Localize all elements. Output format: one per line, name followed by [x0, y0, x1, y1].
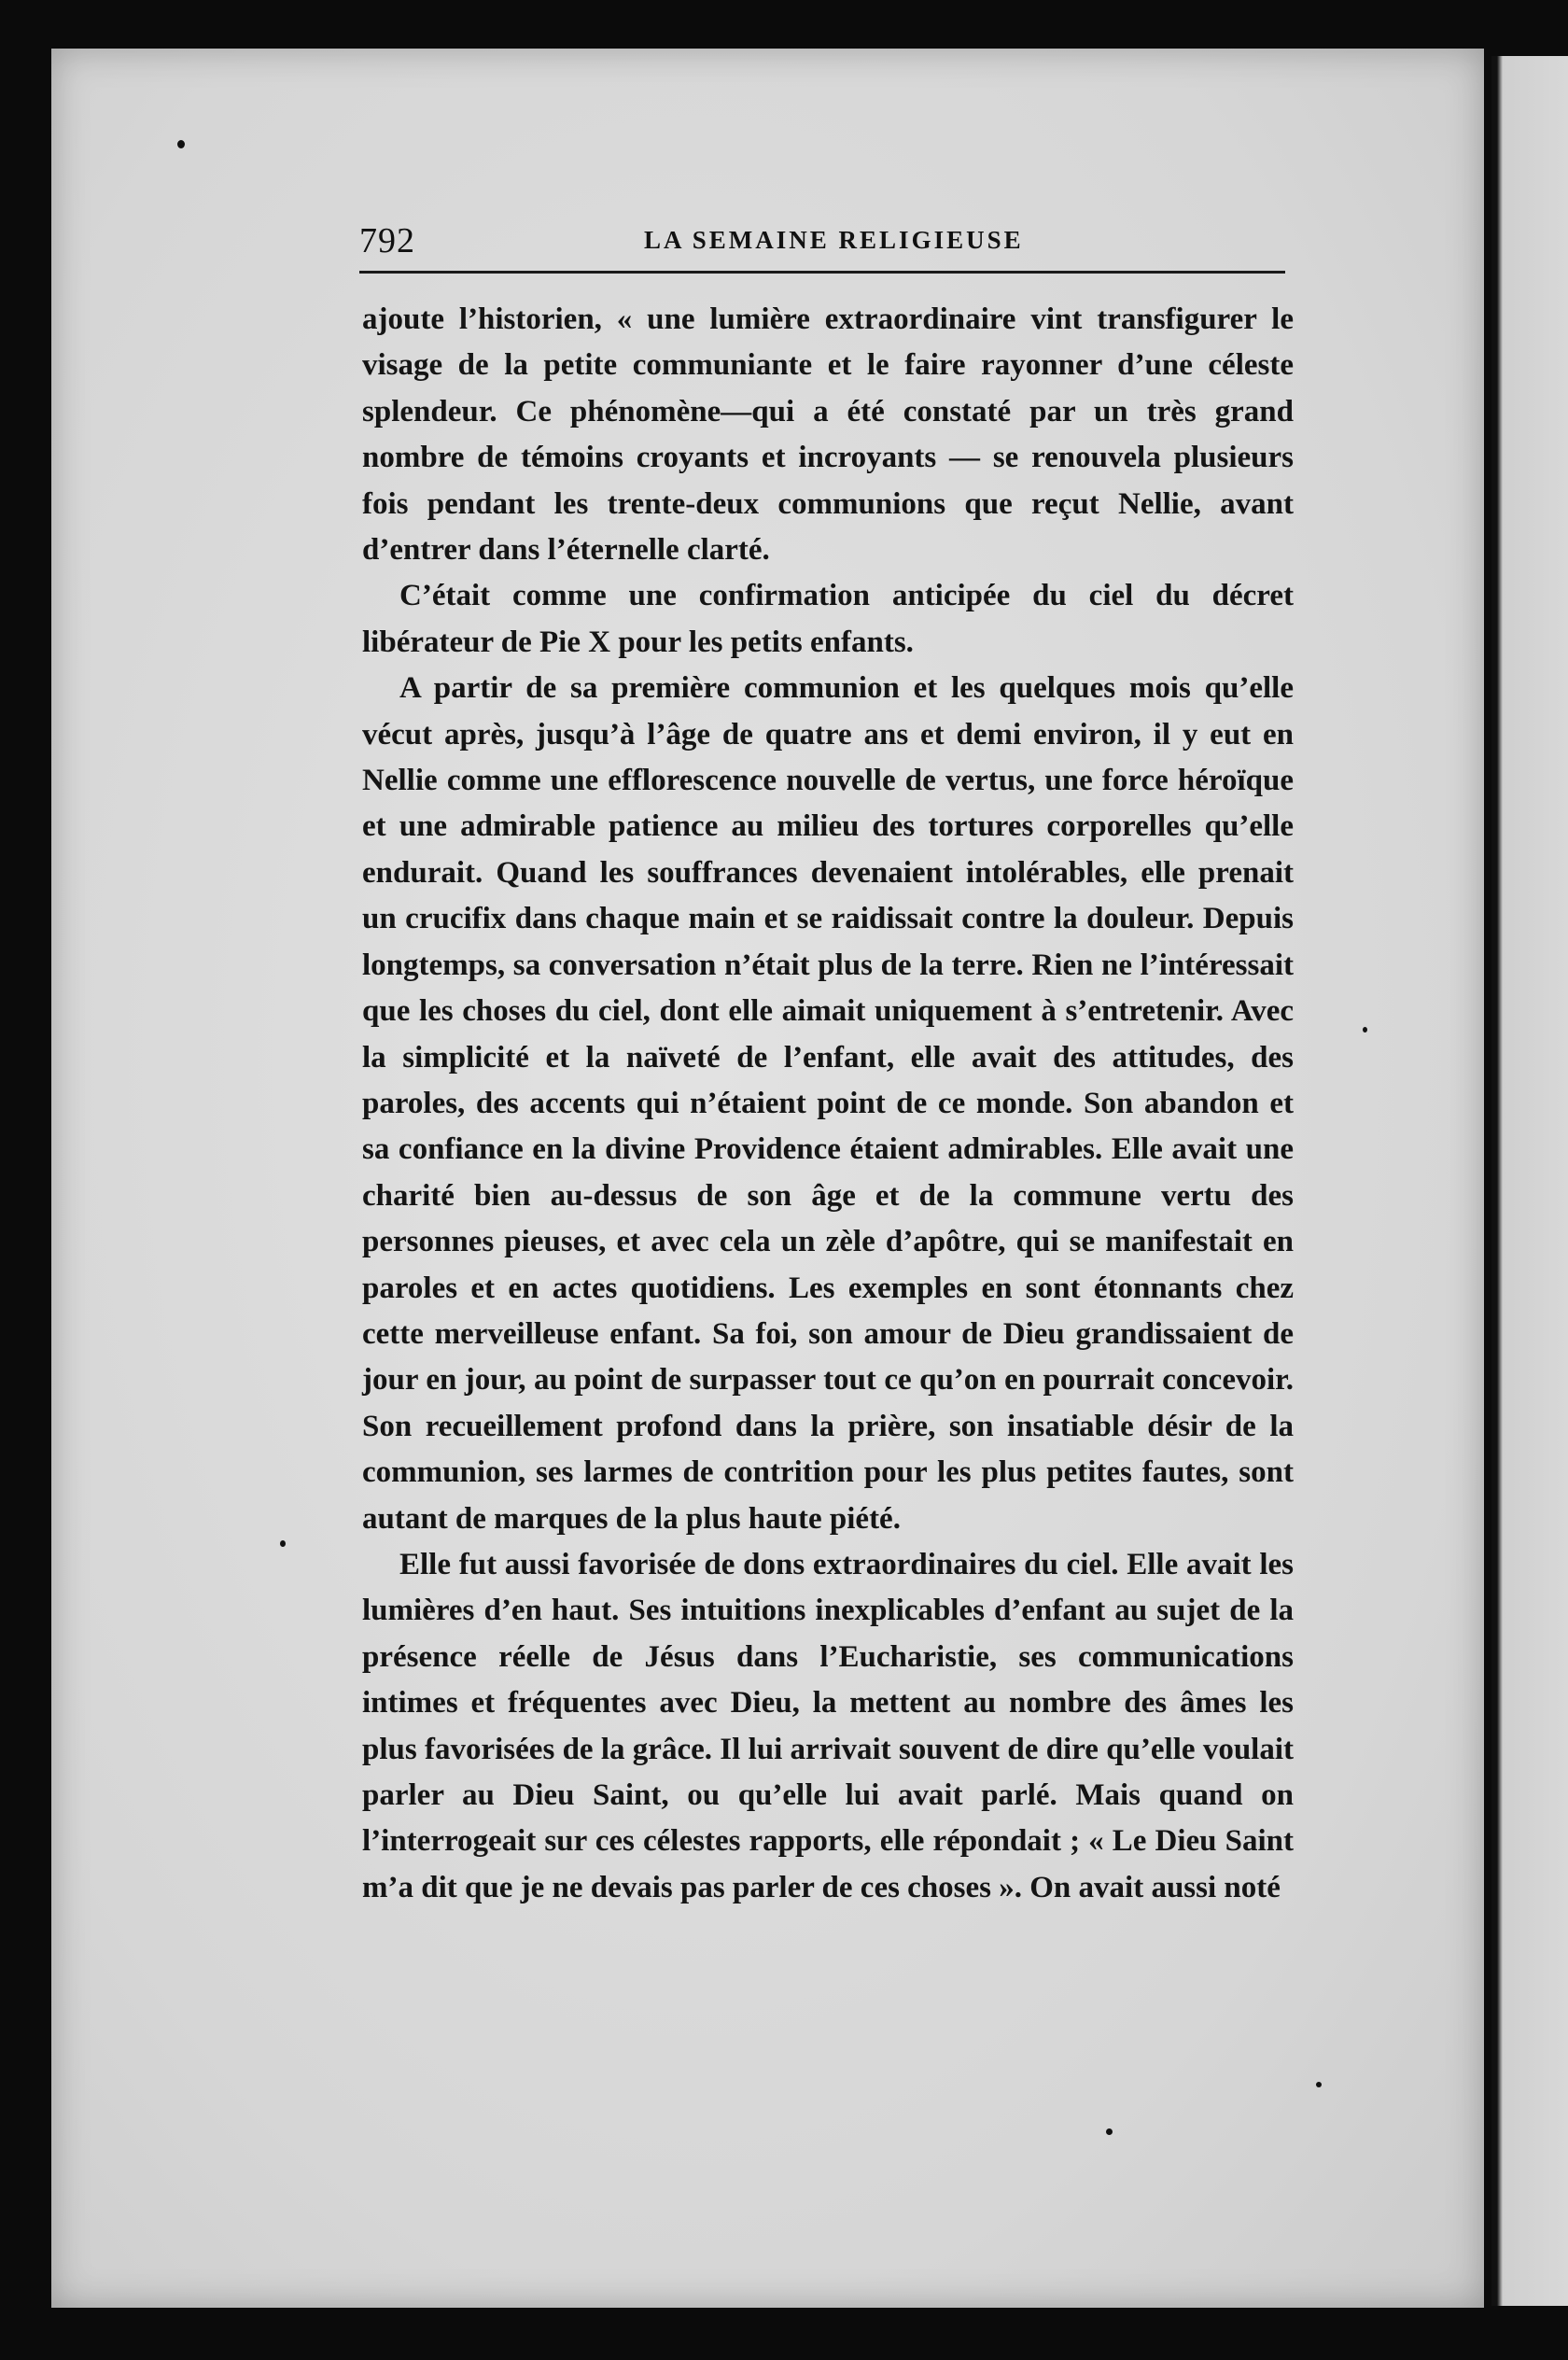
- scan-speck: [1316, 2082, 1322, 2087]
- adjacent-page-edge: [1491, 56, 1568, 2306]
- journal-title: LA SEMAINE RELIGIEUSE: [644, 226, 1024, 254]
- scan-speck: [1106, 2128, 1113, 2135]
- running-header: [359, 220, 1297, 273]
- paragraph: C’était comme une confirmation anticipée du ciel du décret libérateur de Pie X pour les petits enfants.: [362, 579, 1294, 659]
- header-rule: [359, 271, 1285, 274]
- page-number: 792: [359, 221, 415, 260]
- body-text: [362, 297, 1294, 1911]
- paragraph: Elle fut aussi favorisée de dons extraordinaires du ciel. Elle avait les lumières d’en haut. Ses intuitions inexplicables d’enfant au sujet de la présence réelle de Jésus dans l’Eucharistie, ses communications intimes et fréquentes avec Dieu, la mettent au nombre des âmes les plus favorisées de la grâce. Il lui arrivait souvent de dire qu’elle voulait parler au Dieu Saint, ou qu’elle lui avait parlé. Mais quand on l’interrogeait sur ces célestes rapports, elle répondait ; « Le Dieu Saint m’a dit que je ne devais pas parler de ces choses ». On avait aussi noté: [362, 1547, 1294, 1904]
- paragraph: ajoute l’historien, « une lumière extraordinaire vint transfigurer le visage de la petite communiante et le faire rayonner d’une céleste splendeur. Ce phénomène—qui a été constaté par un très grand nombre de témoins croyants et incroyants — se renouvela plusieurs fois pendant les trente-deux communions que reçut Nellie, avant d’entrer dans l’éternelle clarté.: [362, 302, 1294, 568]
- scan-speck: [177, 140, 185, 148]
- scan-speck: [280, 1540, 286, 1547]
- scan-speck: [1363, 1027, 1367, 1032]
- paragraph: A partir de sa première communion et les quelques mois qu’elle vécut après, jusqu’à l’âge de quatre ans et demi environ, il y eut en Nellie comme une efflorescence nouvelle de vertus, une force héroïque et une admirable patience au milieu des tortures corporelles qu’elle endurait. Quand les souffrances devenaient intolérables, elle prenait un crucifix dans chaque main et se raidissait contre la douleur. Depuis longtemps, sa conversation n’était plus de la terre. Rien ne l’intéressait que les choses du ciel, dont elle aimait uniquement à s’entretenir. Avec la simplicité et la naïveté de l’enfant, elle avait des attitudes, des paroles, des accents qui n’étaient point de ce monde. Son abandon et sa confiance en la divine Providence étaient admirables. Elle avait une charité bien au-dessus de son âge et de la commune vertu des personnes pieuses, et avec cela un zèle d’apôtre, qui se manifestait en paroles et en actes quotidiens. Les exemples en sont étonnants chez cette merveilleuse enfant. Sa foi, son amour de Dieu grandissaient de jour en jour, au point de surpasser tout ce qu’on en pourrait concevoir. Son recueillement profond dans la prière, son insatiable désir de la communion, ses larmes de contrition pour les plus petites fautes, sont autant de marques de la plus haute piété.: [362, 671, 1294, 1536]
